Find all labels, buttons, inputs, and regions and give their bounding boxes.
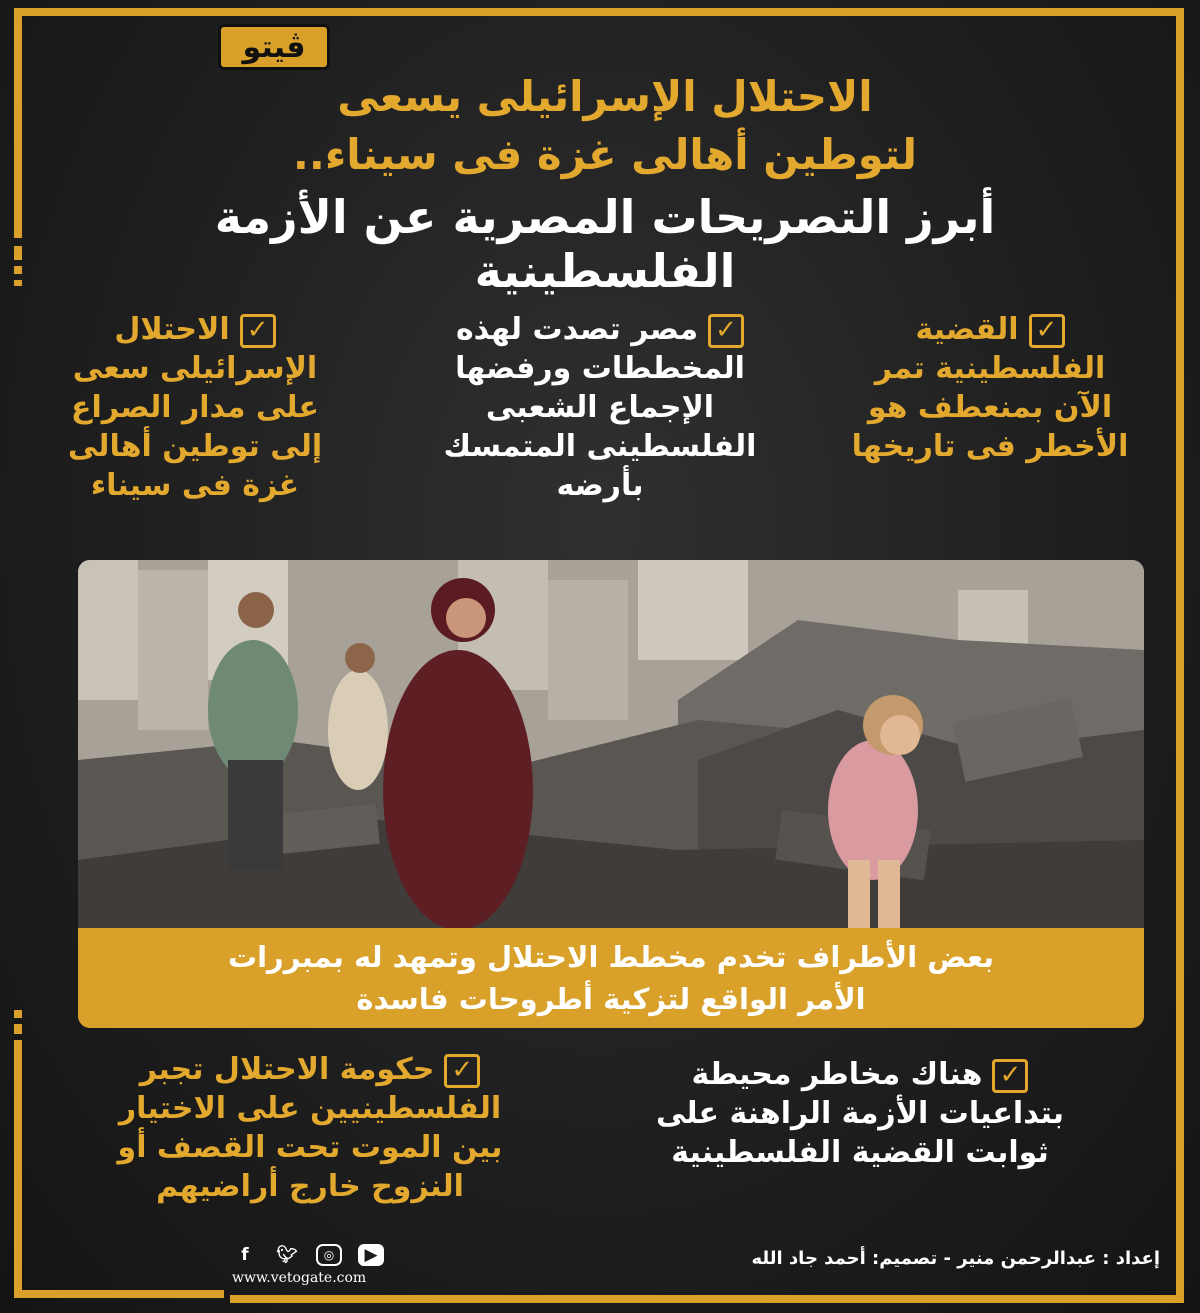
statement-forced-choice xyxy=(70,1050,550,1206)
statement-egypt-rejected xyxy=(400,310,800,505)
credits: إعداد : عبدالرحمن منير - تصميم: أحمد جاد الله xyxy=(751,1248,1160,1269)
statement-line: حكومة الاحتلال تجبر xyxy=(139,1052,435,1087)
caption-line: بعض الأطراف تخدم مخطط الاحتلال وتمهد له بمبررات xyxy=(227,939,995,974)
frame-left-lower-bar xyxy=(14,1040,22,1298)
statement-line: بين الموت تحت القصف أو xyxy=(117,1130,503,1165)
frame-left-dash xyxy=(14,280,22,286)
headline-line-2: لتوطين أهالى غزة فى سيناء.. xyxy=(292,130,918,179)
checkbox-icon: ✓ xyxy=(240,314,276,348)
checkbox-icon: ✓ xyxy=(708,314,744,348)
frame-left-upper-bar xyxy=(14,8,22,238)
frame-left-lower-dash xyxy=(14,1024,22,1034)
photo-caption xyxy=(78,928,1144,1028)
statement-line: إلى توطين أهالى xyxy=(67,429,323,464)
headline-line-1: الاحتلال الإسرائيلى يسعى xyxy=(337,72,873,121)
checkbox-icon: ✓ xyxy=(444,1054,480,1088)
statement-line: القضية xyxy=(915,312,1019,347)
brand-logo[interactable] xyxy=(218,24,330,70)
statement-line: الإجماع الشعبى xyxy=(485,390,715,425)
statement-line: غزة فى سيناء xyxy=(90,468,300,503)
instagram-icon[interactable]: ◎ xyxy=(316,1244,342,1266)
photo-illustration xyxy=(78,560,1144,928)
statement-line: مصر تصدت لهذه xyxy=(455,312,699,347)
statement-occupation-resettlement xyxy=(30,310,360,505)
statement-surrounding-risks xyxy=(620,1055,1100,1172)
statement-line: الاحتلال xyxy=(114,312,230,347)
frame-bottom-left-bar xyxy=(14,1290,224,1298)
caption-line: الأمر الواقع لتزكية أطروحات فاسدة xyxy=(356,982,866,1016)
frame-top-bar xyxy=(14,8,1184,16)
statement-line: هناك مخاطر محيطة xyxy=(691,1057,983,1092)
statement-line: ثوابت القضية الفلسطينية xyxy=(671,1135,1049,1170)
statement-line: النزوح خارج أراضيهم xyxy=(156,1169,464,1204)
checkbox-icon: ✓ xyxy=(1029,314,1065,348)
facebook-icon[interactable]: f xyxy=(241,1245,249,1265)
frame-left-dash xyxy=(14,266,22,274)
statement-palestinian-cause xyxy=(835,310,1145,466)
twitter-icon[interactable]: 🐦︎ xyxy=(276,1245,298,1265)
statement-line: الفلسطينية تمر xyxy=(874,351,1106,386)
news-photo xyxy=(78,560,1144,928)
frame-left-lower-dash xyxy=(14,1010,22,1018)
statement-line: بتداعيات الأزمة الراهنة على xyxy=(655,1096,1065,1131)
statement-line: بأرضه xyxy=(556,468,644,503)
statement-line: الأخطر فى تاريخها xyxy=(851,429,1129,464)
youtube-icon[interactable]: ▶ xyxy=(358,1244,384,1266)
statement-line: الفلسطينى المتمسك xyxy=(443,429,757,464)
checkbox-icon: ✓ xyxy=(992,1059,1028,1093)
headline-line-3: أبرز التصريحات المصرية عن الأزمة الفلسطينية xyxy=(214,190,996,298)
frame-left-dash xyxy=(14,246,22,260)
social-links xyxy=(232,1244,384,1266)
frame-bottom-bar xyxy=(230,1295,1184,1303)
frame-right-bar xyxy=(1176,8,1184,1298)
statement-line: المخططات ورفضها xyxy=(455,351,745,386)
statement-line: الفلسطينيين على الاختيار xyxy=(118,1091,502,1126)
statement-line: الإسرائيلى سعى xyxy=(72,351,318,386)
statement-line: على مدار الصراع xyxy=(71,390,319,425)
statement-line: الآن بمنعطف هو xyxy=(867,390,1113,425)
logo-text: ڤيتو xyxy=(242,29,306,65)
website-url[interactable]: www.vetogate.com xyxy=(232,1270,367,1286)
